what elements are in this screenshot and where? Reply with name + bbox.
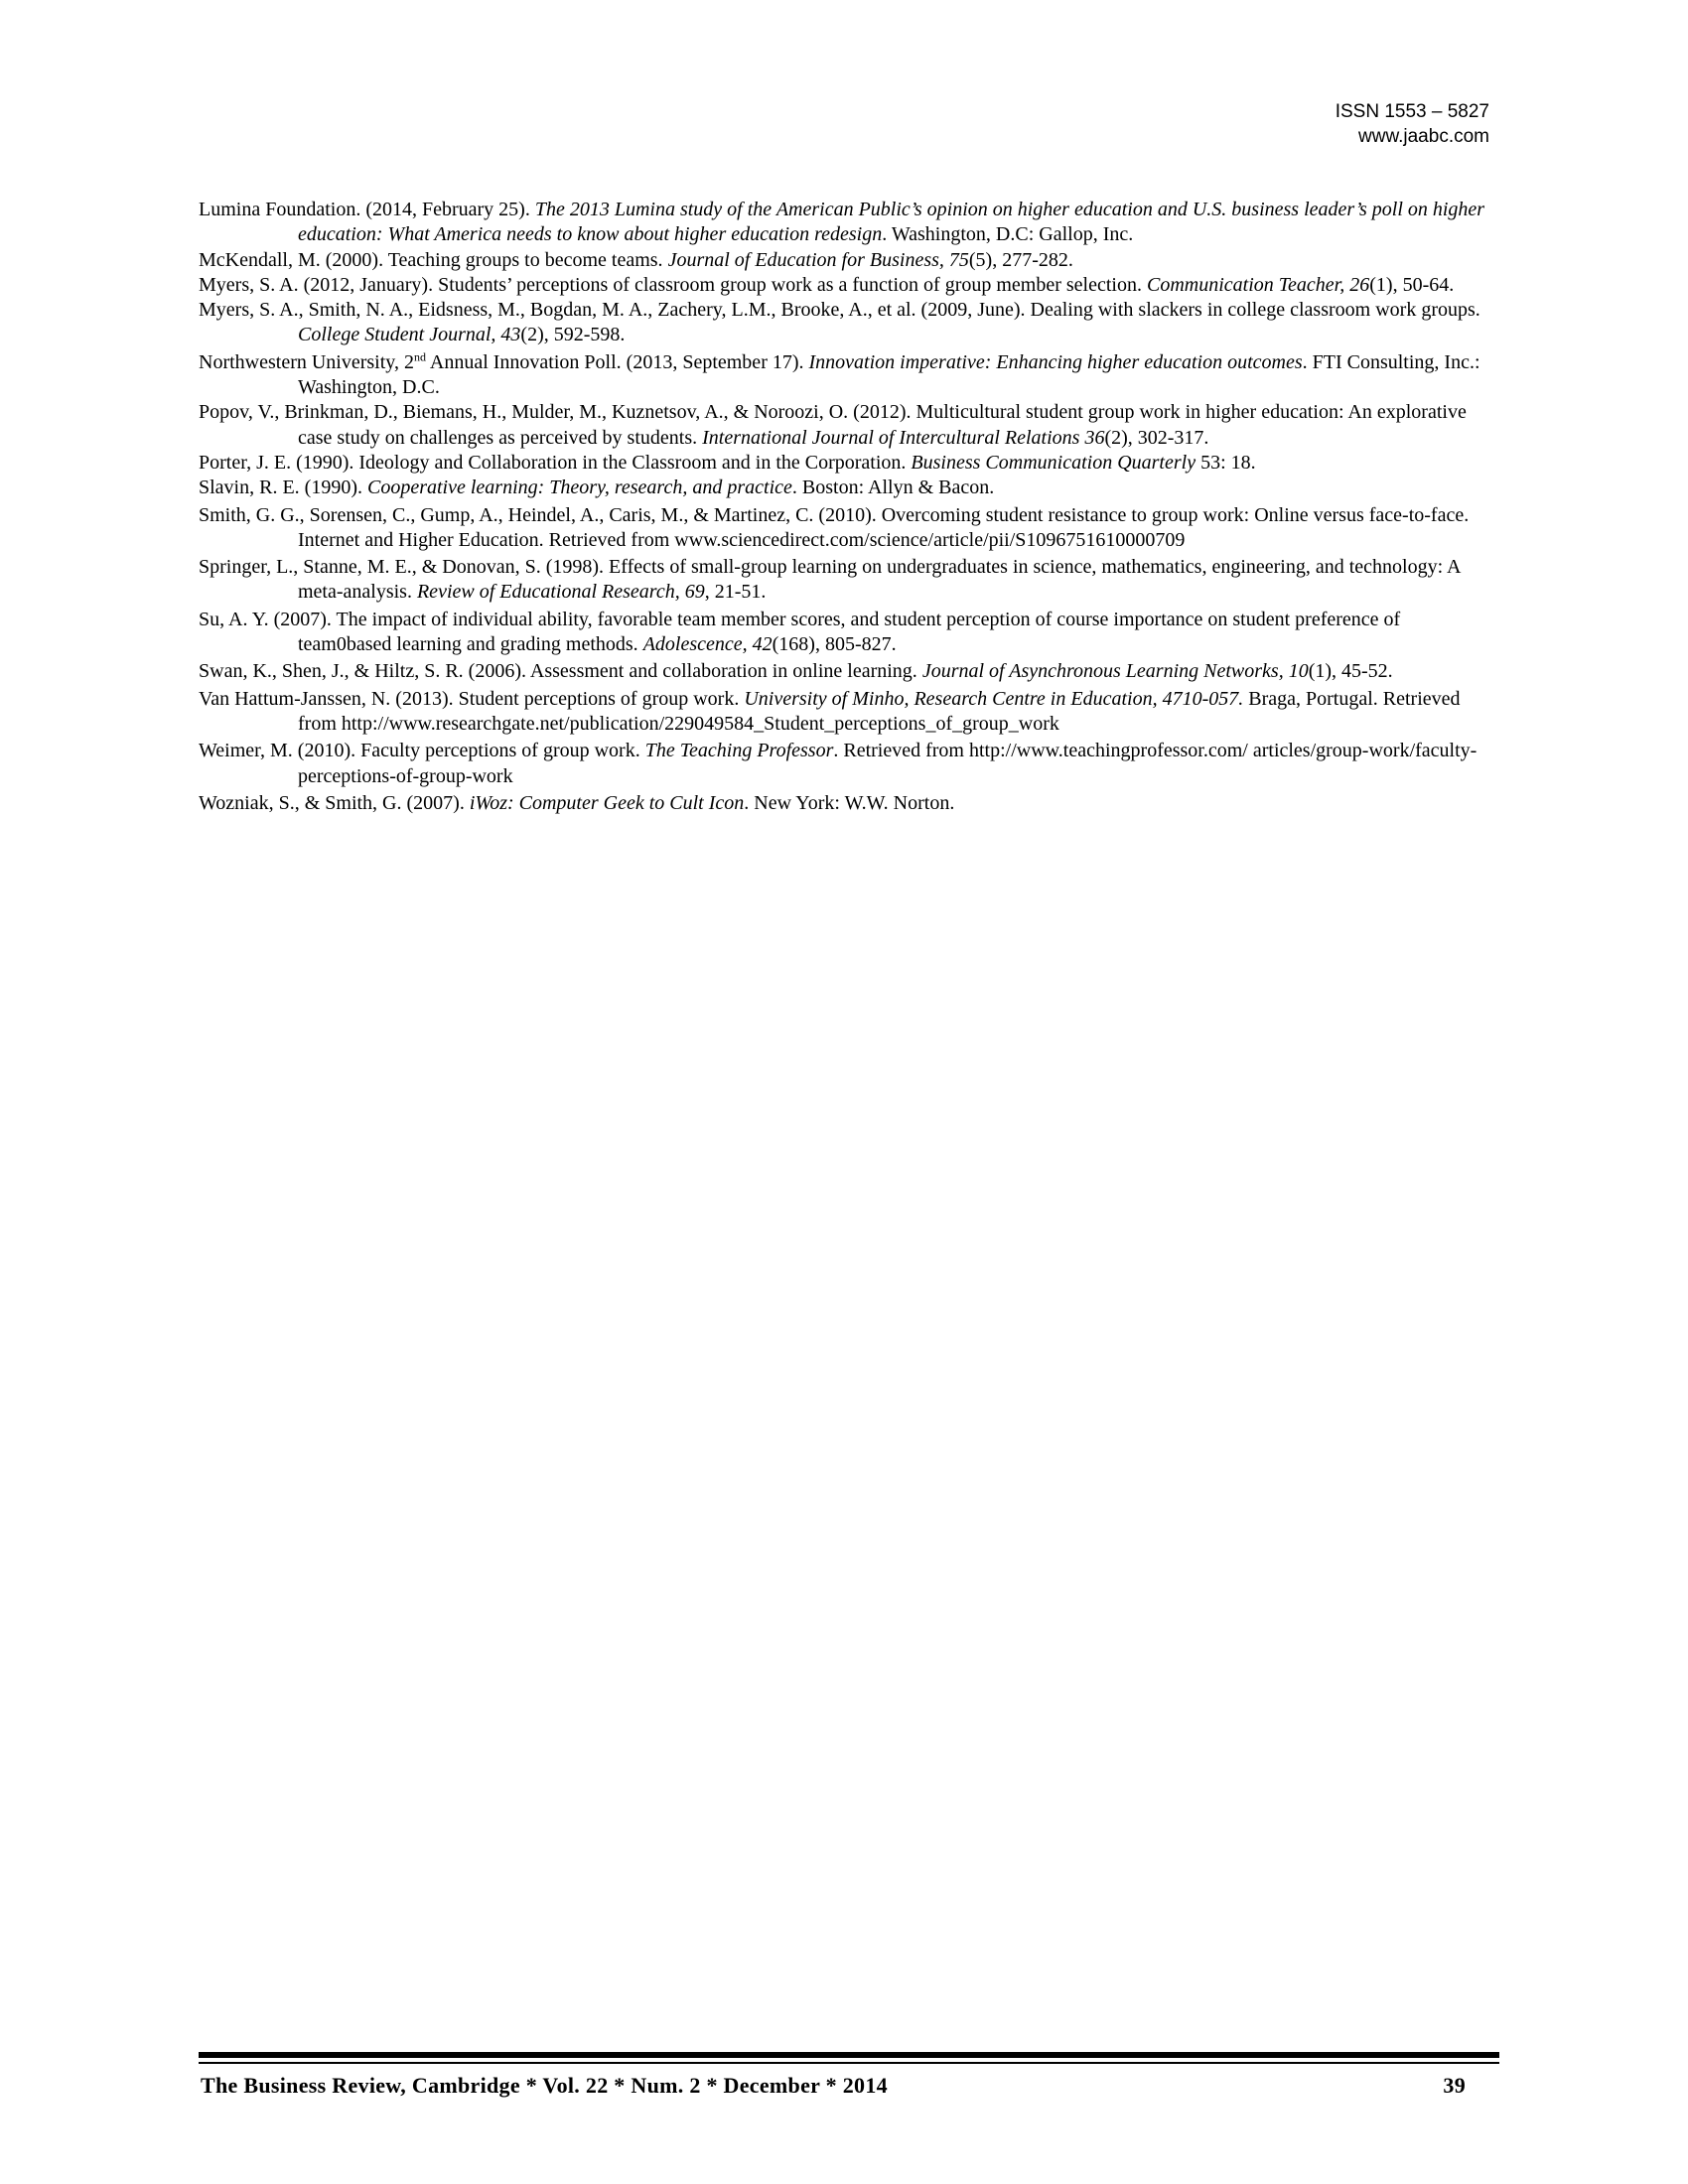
- reference-entry: [199, 791, 1489, 816]
- reference-text: Lumina Foundation. (2014, February 25).: [199, 199, 535, 220]
- reference-title: Review of Educational Research, 69: [416, 581, 705, 604]
- reference-title: Business Communication Quarterly: [911, 451, 1196, 474]
- page-header: [1336, 99, 1489, 149]
- reference-list: [199, 198, 1489, 816]
- superscript: nd: [414, 349, 426, 364]
- reference-text: (2), 302-317.: [1104, 426, 1209, 449]
- reference-entry: [199, 273, 1489, 298]
- reference-text: . Retrieved from http://www.teachingprofessor.com/ articles/group-work/faculty-perceptions-of-group-work: [298, 740, 1477, 787]
- reference-text: Su, A. Y. (2007). The impact of individual ability, favorable team member scores, and student perception of course importance on student preference of team0based learning and grading methods.: [199, 608, 1401, 656]
- reference-title: Adolescence, 42: [642, 633, 773, 656]
- issn-label: ISSN 1553 – 5827: [1335, 101, 1489, 122]
- reference-text: (1), 45-52.: [1308, 660, 1393, 683]
- reference-text: Springer, L., Stanne, M. E., & Donovan, S. (1998). Effects of small-group learning on undergraduates in science, mathematics, engineering, and technology: A meta-analysis.: [199, 556, 1461, 604]
- page-number: 39: [1443, 2073, 1466, 2098]
- reference-text: Myers, S. A. (2012, January). Students’ perceptions of classroom group work as a function of group member selection.: [199, 273, 1147, 296]
- reference-text: . New York: W.W. Norton.: [744, 791, 955, 814]
- reference-entry: [199, 248, 1489, 273]
- journal-citation: The Business Review, Cambridge * Vol. 22 * Num. 2 * December * 2014: [201, 2073, 888, 2098]
- reference-title: The Teaching Professor: [644, 740, 834, 762]
- reference-text: (5), 277-282.: [968, 248, 1073, 271]
- reference-entry: [199, 476, 1489, 500]
- reference-entry: [199, 608, 1489, 658]
- reference-text: Van Hattum-Janssen, N. (2013). Student perceptions of group work.: [199, 687, 745, 710]
- reference-text: Myers, S. A., Smith, N. A., Eidsness, M., Bogdan, M. A., Zachery, L.M., Brooke, A., et al. (2009, June). Dealing with slackers in college classroom work groups.: [199, 299, 1480, 322]
- reference-text: . Washington, D.C: Gallop, Inc.: [882, 223, 1134, 246]
- reference-title: Journal of Asynchronous Learning Networks, 10: [921, 660, 1309, 683]
- reference-entry: [199, 451, 1489, 476]
- reference-title: Cooperative learning: Theory, research, and practice: [367, 477, 792, 499]
- reference-entry: [199, 350, 1489, 401]
- reference-title: Journal of Education for Business, 75: [667, 248, 969, 271]
- reference-text: Annual Innovation Poll. (2013, September 17).: [426, 350, 809, 373]
- reference-text: Porter, J. E. (1990). Ideology and Collaboration in the Classroom and in the Corporation.: [199, 451, 912, 474]
- reference-text: Swan, K., Shen, J., & Hiltz, S. R. (2006). Assessment and collaboration in online learning.: [199, 660, 922, 683]
- reference-title: University of Minho, Research Centre in Education, 4710-057.: [744, 687, 1244, 710]
- reference-entry: [199, 659, 1489, 684]
- reference-title: Communication Teacher, 26: [1146, 273, 1370, 296]
- reference-title: College Student Journal, 43: [298, 324, 521, 346]
- reference-text: McKendall, M. (2000). Teaching groups to become teams.: [199, 248, 668, 271]
- reference-text: 53: 18.: [1196, 451, 1256, 474]
- reference-title: Innovation imperative: Enhancing higher education outcomes: [808, 350, 1303, 373]
- reference-text: Northwestern University, 2: [199, 350, 414, 373]
- footer-rule-thick: [199, 2052, 1499, 2058]
- reference-text: . FTI Consulting, Inc.: Washington, D.C.: [298, 350, 1480, 399]
- website-label: www.jaabc.com: [1358, 126, 1489, 147]
- reference-title: International Journal of Intercultural Relations 36: [702, 426, 1105, 449]
- reference-text: Popov, V., Brinkman, D., Biemans, H., Mulder, M., Kuznetsov, A., & Noroozi, O. (2012). Multicultural student group work in higher education: An explorative case study on challenges as perceived by students.: [199, 401, 1467, 449]
- reference-entry: [199, 400, 1489, 451]
- reference-entry: [199, 555, 1489, 606]
- reference-text: . Boston: Allyn & Bacon.: [791, 477, 995, 499]
- reference-entry: [199, 298, 1489, 348]
- reference-text: Smith, G. G., Sorensen, C., Gump, A., Heindel, A., Caris, M., & Martinez, C. (2010). Overcoming student resistance to group work: Online versus face-to-face. Internet and Higher Education. Retrieved from www.sciencedirect.com/science/article/pii/S1096751610000709: [199, 503, 1470, 551]
- reference-text: , 21-51.: [704, 581, 767, 604]
- reference-entry: [199, 739, 1489, 789]
- reference-entry: [199, 503, 1489, 554]
- reference-text: (2), 592-598.: [520, 324, 626, 346]
- reference-text: (168), 805-827.: [772, 633, 897, 656]
- footer-rule-thin: [199, 2062, 1499, 2064]
- reference-text: Braga, Portugal. Retrieved from http://www.researchgate.net/publication/229049584_Student_perceptions_of_group_work: [298, 687, 1461, 735]
- reference-title: iWoz: Computer Geek to Cult Icon: [469, 791, 745, 814]
- reference-text: Slavin, R. E. (1990).: [199, 477, 367, 499]
- reference-text: Weimer, M. (2010). Faculty perceptions of group work.: [199, 740, 645, 762]
- reference-entry: [199, 198, 1489, 248]
- reference-text: (1), 50-64.: [1369, 273, 1455, 296]
- reference-title: The 2013 Lumina study of the American Public’s opinion on higher education and U.S. business leader’s poll on higher education: What America needs to know about higher education redesign: [298, 199, 1485, 246]
- reference-entry: [199, 687, 1489, 738]
- page-footer: [199, 2073, 1489, 2103]
- reference-text: Wozniak, S., & Smith, G. (2007).: [199, 791, 470, 814]
